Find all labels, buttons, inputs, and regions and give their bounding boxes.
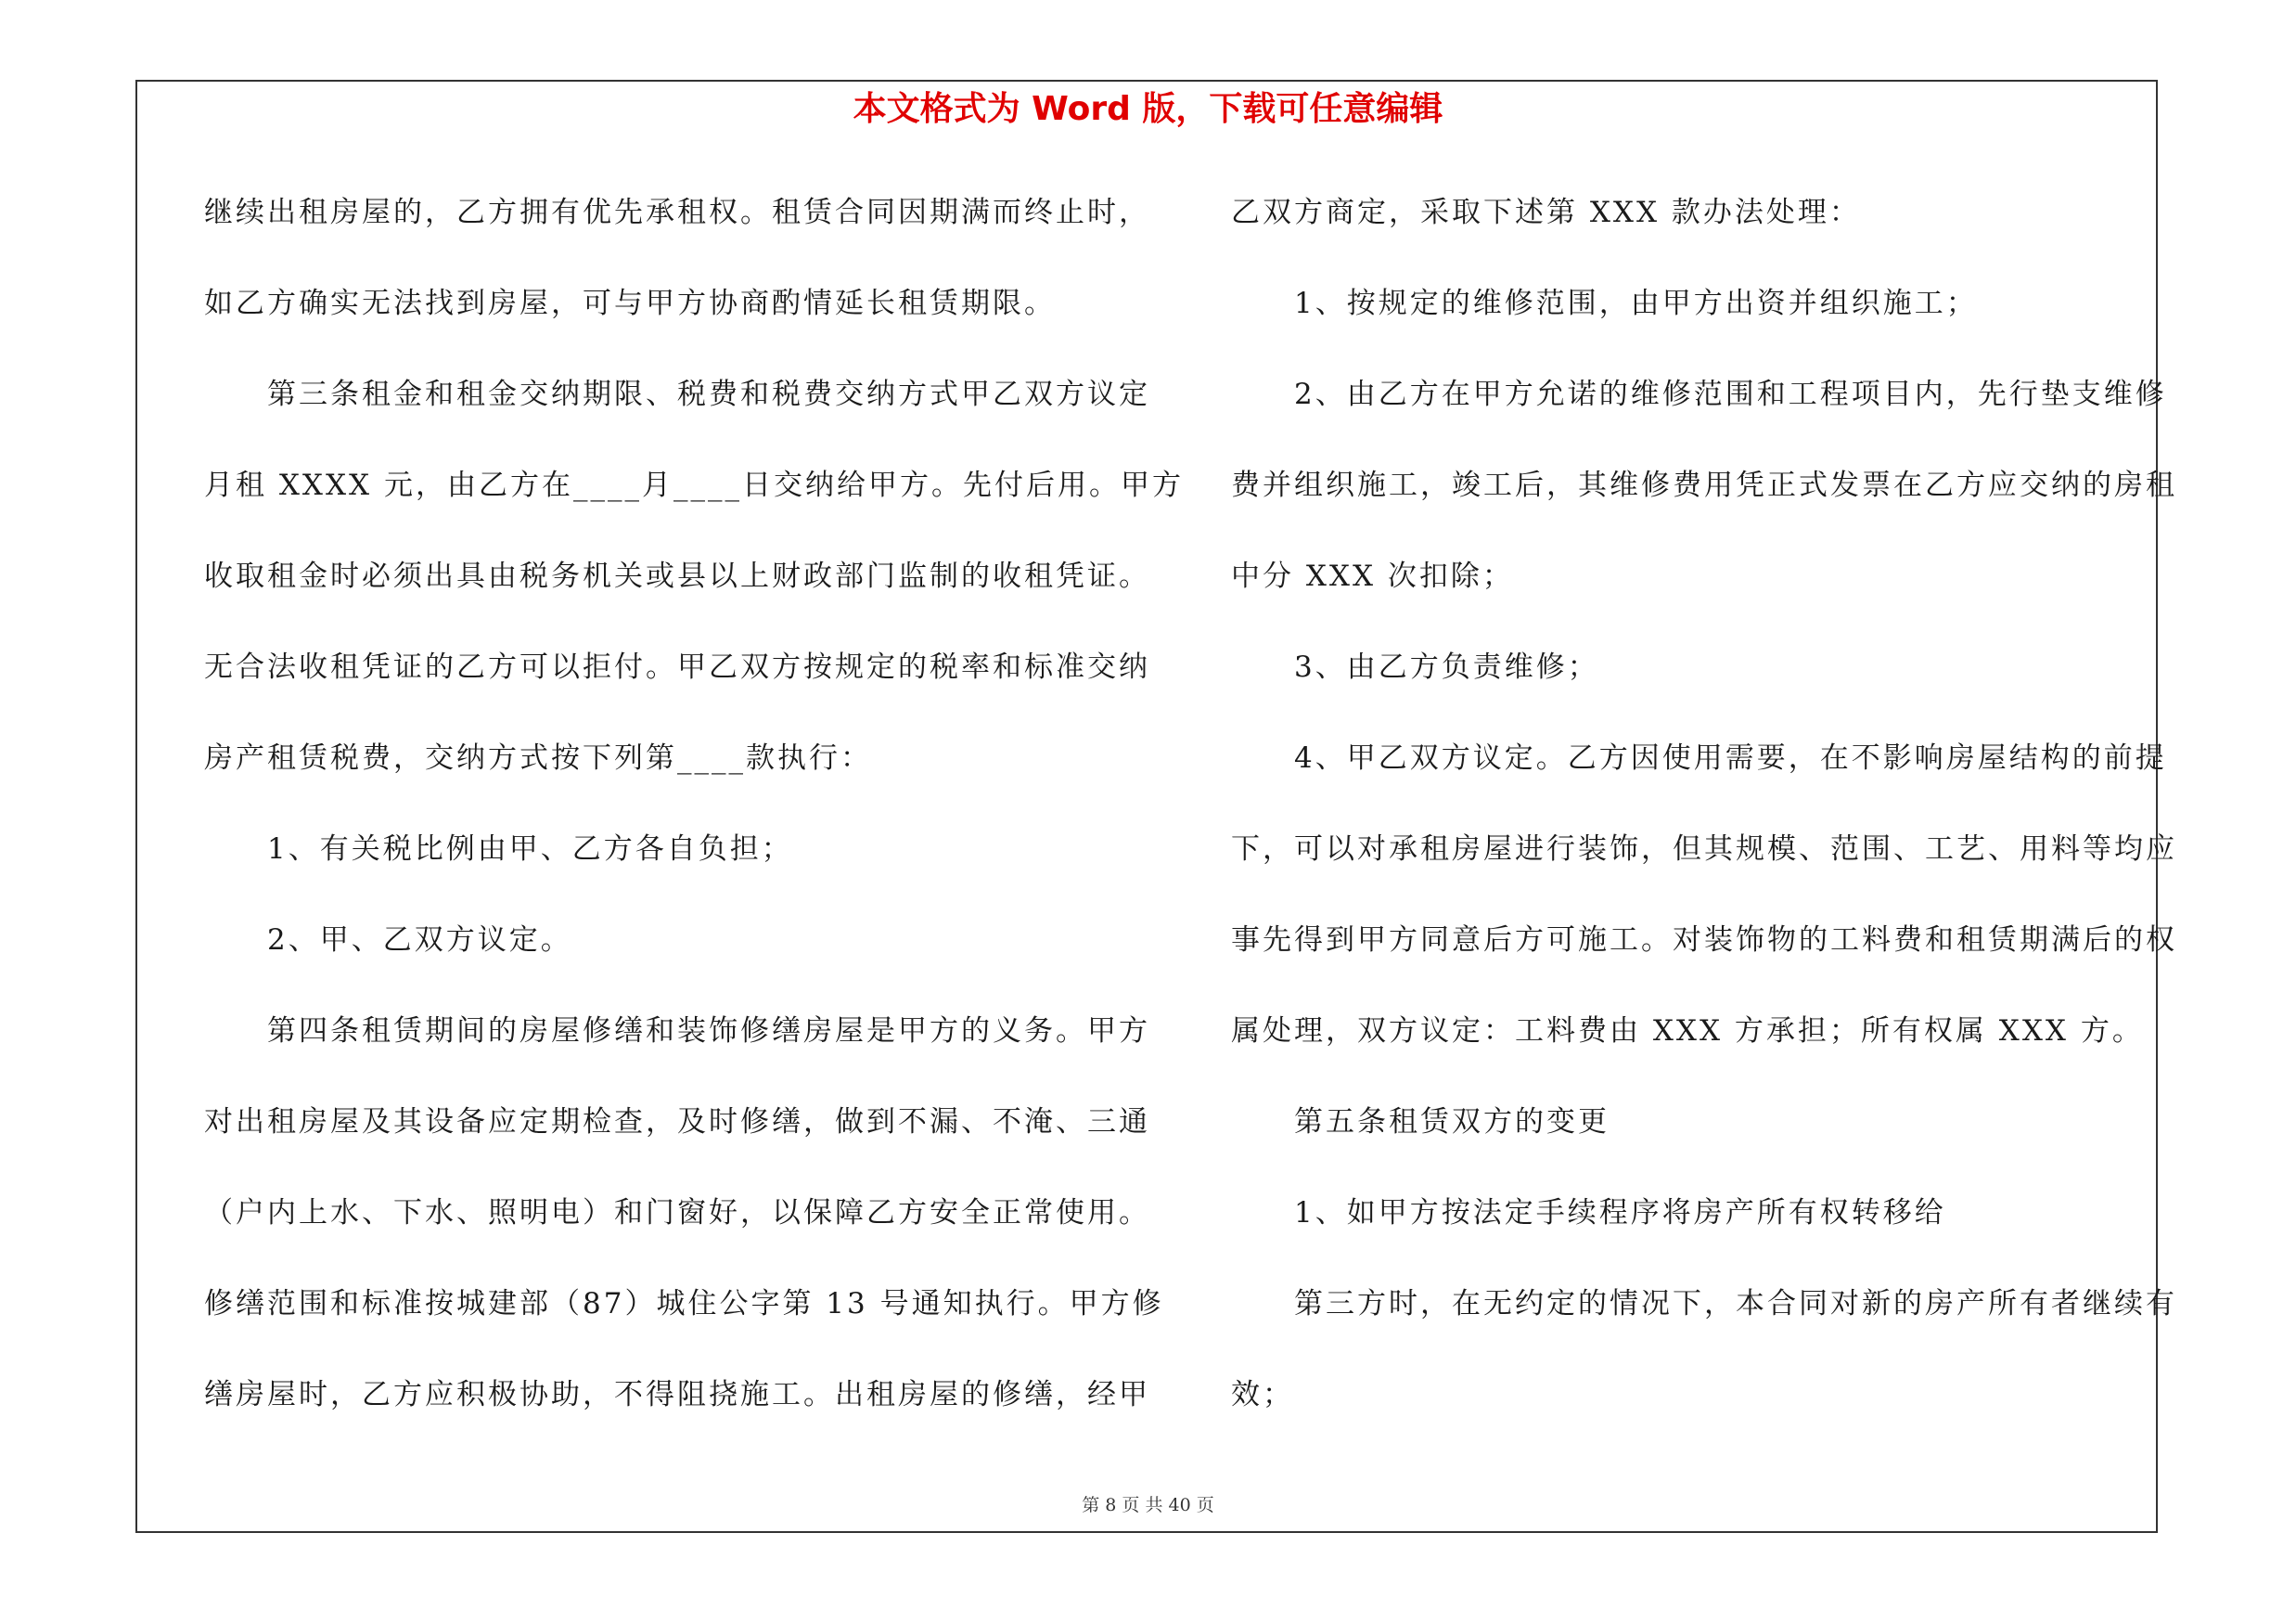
page-number: 第 8 页 共 40 页 (1082, 1495, 1214, 1515)
left-column-line: 2、甲、乙双方议定。 (267, 923, 572, 957)
right-column-line: 2、由乙方在甲方允诺的维修范围和工程项目内，先行垫支维修 (1294, 378, 2167, 411)
right-column-line: 事先得到甲方同意后方可施工。对装饰物的工料费和租赁期满后的权 (1231, 923, 2177, 957)
right-column-line: 1、按规定的维修范围，由甲方出资并组织施工； (1294, 287, 1978, 320)
format-banner: 本文格式为 Word 版，下载可任意编辑 (853, 90, 1443, 128)
left-column-line: 房产租赁税费，交纳方式按下列第____款执行： (204, 741, 872, 775)
right-column-line: 第三方时，在无约定的情况下，本合同对新的房产所有者继续有 (1294, 1287, 2177, 1320)
right-column-line: 4、甲乙双方议定。乙方因使用需要，在不影响房屋结构的前提 (1294, 741, 2167, 775)
right-column (1231, 182, 2177, 1455)
right-column-line: 费并组织施工，竣工后，其维修费用凭正式发票在乙方应交纳的房租 (1231, 469, 2177, 502)
left-column-line: 1、有关税比例由甲、乙方各自负担； (267, 832, 793, 866)
left-column-line: 收取租金时必须出具由税务机关或县以上财政部门监制的收租凭证。 (204, 560, 1150, 593)
left-column-line: 无合法收租凭证的乙方可以拒付。甲乙双方按规定的税率和标准交纳 (204, 650, 1150, 684)
left-column-line: 第四条租赁期间的房屋修缮和装饰修缮房屋是甲方的义务。甲方 (267, 1014, 1150, 1048)
left-column-line: 继续出租房屋的，乙方拥有优先承租权。租赁合同因期满而终止时， (204, 196, 1150, 229)
right-column-line: 下，可以对承租房屋进行装饰，但其规模、范围、工艺、用料等均应 (1231, 832, 2177, 866)
right-column-line: 3、由乙方负责维修； (1294, 650, 1599, 684)
left-column (204, 182, 1184, 1455)
left-column-line: 对出租房屋及其设备应定期检查，及时修缮，做到不漏、不淹、三通 (204, 1105, 1150, 1139)
left-column-line: 如乙方确实无法找到房屋，可与甲方协商酌情延长租赁期限。 (204, 287, 1056, 320)
left-column-line: （户内上水、下水、照明电）和门窗好，以保障乙方安全正常使用。 (204, 1196, 1150, 1230)
right-column-line: 效； (1231, 1378, 1294, 1411)
left-column-line: 缮房屋时，乙方应积极协助，不得阻挠施工。出租房屋的修缮，经甲 (204, 1378, 1150, 1411)
right-column-line: 中分 XXX 次扣除； (1231, 560, 1514, 593)
right-column-line: 乙双方商定，采取下述第 XXX 款办法处理： (1231, 196, 1861, 229)
right-column-line: 属处理，双方议定：工料费由 XXX 方承担；所有权属 XXX 方。 (1231, 1014, 2144, 1048)
right-column-line: 第五条租赁双方的变更 (1294, 1105, 1610, 1139)
left-column-line: 修缮范围和标准按城建部（87）城住公字第 13 号通知执行。甲方修 (204, 1287, 1164, 1320)
right-column-line: 1、如甲方按法定手续程序将房产所有权转移给 (1294, 1196, 1946, 1230)
left-column-line: 月租 XXXX 元，由乙方在____月____日交纳给甲方。先付后用。甲方 (204, 469, 1184, 502)
left-column-line: 第三条租金和租金交纳期限、税费和税费交纳方式甲乙双方议定 (267, 378, 1150, 411)
